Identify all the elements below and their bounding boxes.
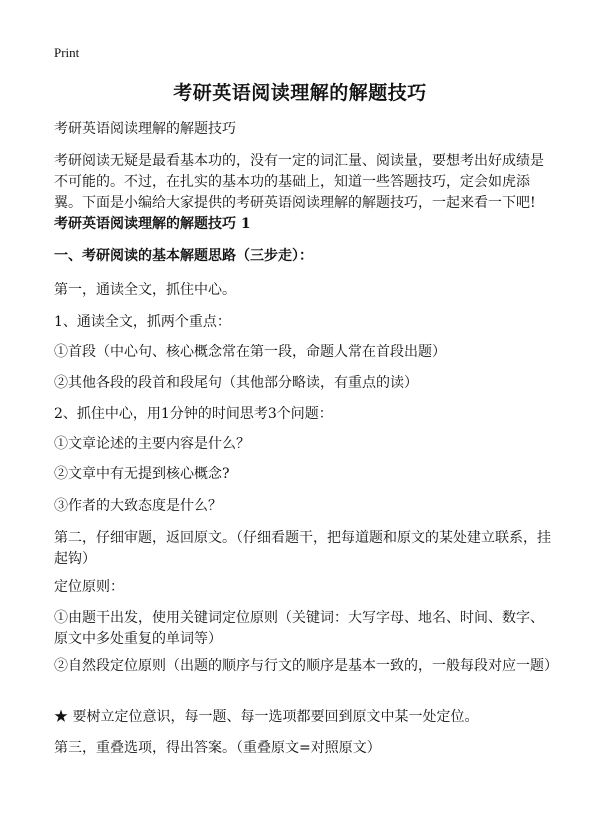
positioning-principle-label: 定位原则： (54, 579, 124, 595)
list-item-2b: ②文章中有无提到核心概念? (54, 466, 230, 482)
list-item-2c: ③作者的大致态度是什么？ (54, 498, 222, 514)
principle-1: ①由题干出发，使用关键词定位原则（关键词：大写字母、地名、时间、数字、原文中多处重复的单词等） (54, 610, 544, 647)
step-three-paragraph: 第三，重叠选项，得出答案。（重叠原文=对照原文） (54, 740, 381, 756)
step-two-paragraph: 第二，仔细审题，返回原文。（仔细看题干，把每道题和原文的某处建立联系，挂起钩） (54, 530, 551, 567)
intro-paragraph: 考研阅读无疑是最看基本功的，没有一定的词汇量、阅读量，要想考出好成绩是不可能的。不过，在扎实的基本功的基础上，知道一些答题技巧，定会如虎添翼。下面是小编给大家提供的考研英语阅读理解的解题技巧，一起来看一下吧! (54, 153, 544, 211)
list-item-2a: ①文章论述的主要内容是什么？ (54, 436, 250, 452)
list-item-2: 2、抓住中心，用1分钟的时间思考3个问题： (54, 406, 333, 422)
principle-2: ②自然段定位原则（出题的顺序与行文的顺序是基本一致的，一般每段对应一题） (54, 658, 558, 674)
subtitle-paragraph: 考研英语阅读理解的解题技巧 (54, 121, 236, 137)
list-item-1: 1、通读全文，抓两个重点： (54, 314, 231, 330)
print-link[interactable]: Print (54, 45, 80, 60)
star-note: ★ 要树立定位意识，每一题、每一选项都要回到原文中某一处定位。 (54, 709, 479, 725)
step-one-paragraph: 第一，通读全文，抓住中心。 (54, 282, 236, 298)
page-title: 考研英语阅读理解的解题技巧 (173, 82, 427, 104)
list-item-1a: ①首段（中心句、核心概念常在第一段，命题人常在首段出题） (54, 344, 446, 360)
section-heading: 考研英语阅读理解的解题技巧 1 (54, 216, 251, 232)
list-item-1b: ②其他各段的段首和段尾句（其他部分略读，有重点的读） (54, 375, 418, 391)
subsection-heading: 一、考研阅读的基本解题思路（三步走）： (54, 248, 313, 264)
